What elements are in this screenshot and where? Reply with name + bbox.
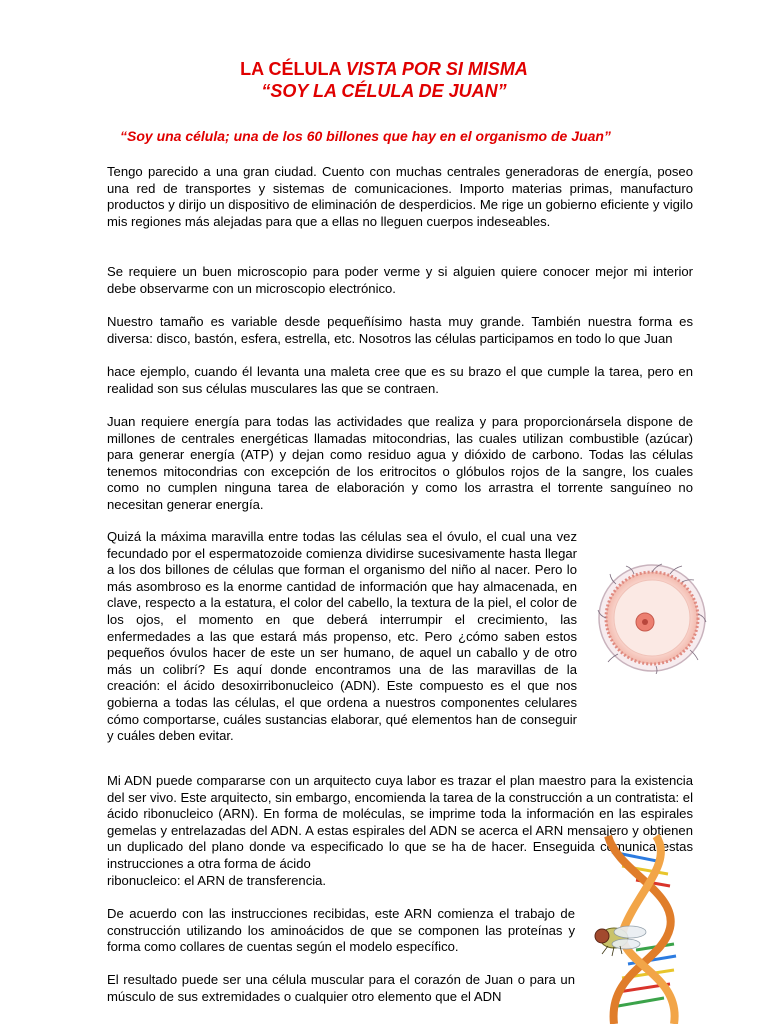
paragraph-3: Nuestro tamaño es variable desde pequeñísimo hasta muy grande. También nuestra forma es diversa: disco, bastón, esfera, estrella, etc. Nosotros las células participamos en todo lo que Juan <box>107 314 693 346</box>
paragraph-9: De acuerdo con las instrucciones recibidas, este ARN comienza el trabajo de construcción utilizando los aminoácidos de que se componen las proteínas y forma como collares de cuentas según el modelo específico. <box>107 906 575 955</box>
title-line-1 <box>0 59 768 80</box>
fertilized-egg-illustration <box>596 562 708 674</box>
paragraph-7: Mi ADN puede compararse con un arquitecto cuya labor es trazar el plan maestro para la existencia del ser vivo. Este arquitecto, sin embargo, encomienda la tarea de la construcción a un contratista: el ácido ribonucleico (ARN). En forma de moléculas, se imprime toda la información en las espirales gemelas y entrelazadas del ADN. A estas espirales del ADN se acerca el ARN mensajero y obtienen un duplicado del plano donde va especificado lo que se ha de hacer. Enseguida comunica estas instrucciones a otra forma de ácido <box>107 773 693 871</box>
fly-icon <box>595 926 646 956</box>
title-line-2: “SOY LA CÉLULA DE JUAN” <box>261 81 507 101</box>
paragraph-5: Juan requiere energía para todas las actividades que realiza y para proporcionársela dispone de millones de centrales energéticas llamadas mitocondrias, las cuales utilizan combustible (azúcar) para generar energía (ATP) y dejan como residuo agua y dióxido de carbono. Todas las células tenemos mitocondrias con excepción de los eritrocitos o glóbulos rojos de la sangre, los cuales como no cumplen ninguna tarea de elaboración y como los arrastra el torrente sanguíneo no necesitan generar energía. <box>107 414 693 512</box>
dna-helix-illustration <box>578 832 700 1024</box>
paragraph-6: Quizá la máxima maravilla entre todas las células sea el óvulo, el cual una vez fecundado por el espermatozoide comienza dividirse sucesivamente hasta llegar a los dos billones de células que forman el organismo del niño al nacer. Pero lo más asombroso es la enorme cantidad de información que hay almacenada, en clave, respecto a la estatura, el color del cabello, la textura de la piel, el color de los ojos, el momento en que deberá interrumpir el crecimiento, las enfermedades a las que estará más propenso, etc. Pero ¿cómo saben estos pequeños óvulos hacer de este un ser humano, de aquel un caballo y de otro más un colibrí? Es aquí donde encontramos una de las maravillas de la creación: el ácido desoxirribonucleico (ADN). Este compuesto es el que nos gobierna a todas las células, el que ordena a nuestros componentes celulares cómo comportarse, cuáles sustancias elaborar, qué elementos han de conseguir y cuáles deben evitar. <box>107 529 577 744</box>
paragraph-8: ribonucleico: el ARN de transferencia. <box>107 873 327 888</box>
title-part-b: VISTA POR SI MISMA <box>345 59 528 79</box>
title-part-a: LA CÉLULA <box>240 59 346 79</box>
paragraph-10: El resultado puede ser una célula muscular para el corazón de Juan o para un músculo de sus extremidades o cualquier otro elemento que el ADN <box>107 972 575 1004</box>
paragraph-2: Se requiere un buen microscopio para poder verme y si alguien quiere conocer mejor mi interior debe observarme con un microscopio electrónico. <box>107 264 693 296</box>
paragraph-4: hace ejemplo, cuando él levanta una maleta cree que es su brazo el que cumple la tarea, pero en realidad son sus células musculares las que se contraen. <box>107 364 693 396</box>
paragraph-1: Tengo parecido a una gran ciudad. Cuento con muchas centrales generadoras de energía, poseo una red de transportes y sistemas de comunicaciones. Importo materias primas, manufacturo productos y dirijo un dispositivo de eliminación de desperdicios. Me rige un gobierno eficiente y vigilo mis regiones más alejadas para que a ellas no lleguen cuerpos indeseables. <box>107 164 693 229</box>
intro-quote: “Soy una célula; una de los 60 billones que hay en el organismo de Juan” <box>120 128 611 144</box>
